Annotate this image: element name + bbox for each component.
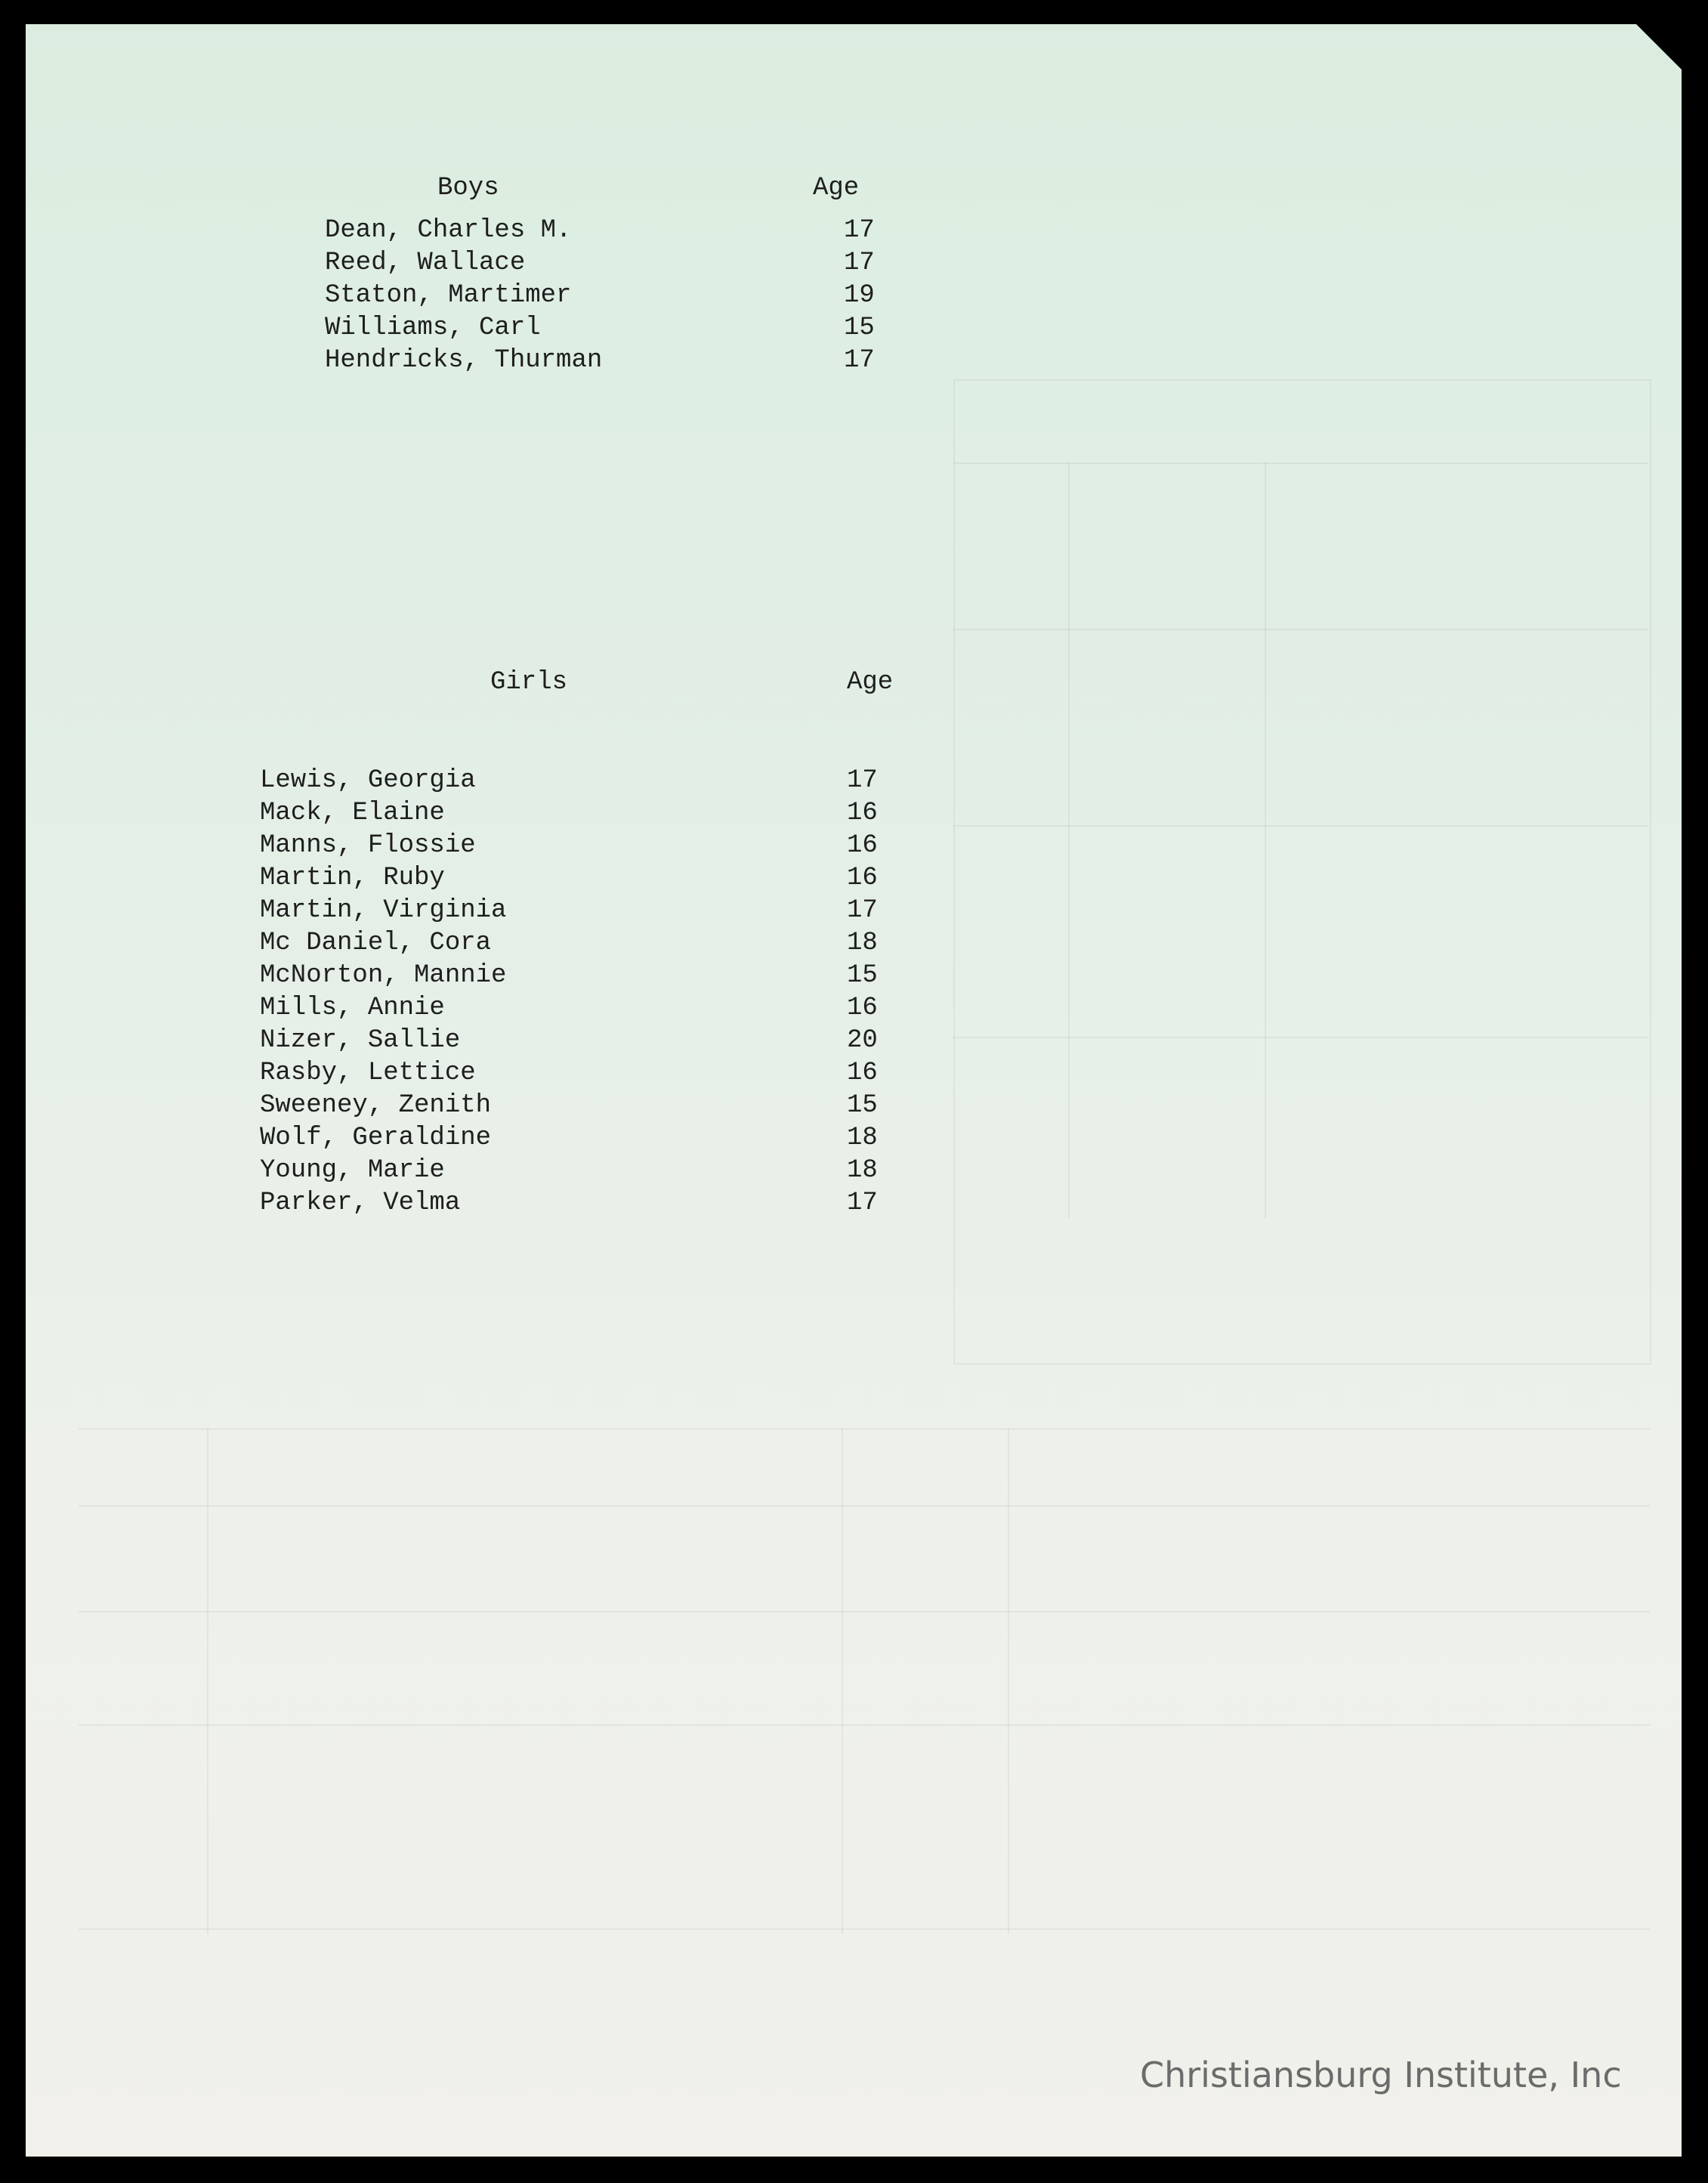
bleed-through-line (953, 1037, 1648, 1038)
boys-age-header: Age (813, 174, 860, 203)
girls-header: Girls (490, 668, 568, 697)
student-age: 17 (844, 216, 875, 245)
student-name: Young, Marie (260, 1156, 445, 1185)
student-age: 17 (844, 249, 875, 277)
girls-age-header: Age (847, 668, 894, 697)
student-age: 15 (847, 1091, 878, 1120)
student-name: Martin, Virginia (260, 896, 507, 925)
student-name: McNorton, Mannie (260, 961, 507, 990)
student-age: 16 (847, 799, 878, 827)
bleed-through-line (953, 462, 1648, 464)
student-age: 16 (847, 864, 878, 892)
student-age: 17 (844, 346, 875, 375)
student-age: 17 (847, 766, 878, 795)
page-corner (1636, 24, 1682, 70)
bleed-through-vline (207, 1428, 208, 1934)
student-name: Rasby, Lettice (260, 1059, 476, 1087)
student-age: 20 (847, 1026, 878, 1055)
student-name: Mc Daniel, Cora (260, 929, 492, 957)
document-page (26, 24, 1682, 2157)
bleed-through-vline (1008, 1428, 1009, 1934)
boys-header: Boys (437, 174, 499, 203)
student-name: Lewis, Georgia (260, 766, 476, 795)
student-name: Mills, Annie (260, 994, 445, 1022)
student-name: Parker, Velma (260, 1189, 461, 1217)
bleed-through-line (79, 1724, 1650, 1726)
student-age: 19 (844, 281, 875, 310)
student-name: Nizer, Sallie (260, 1026, 461, 1055)
student-age: 16 (847, 831, 878, 860)
student-age: 15 (844, 314, 875, 342)
bleed-through-line (79, 1928, 1650, 1930)
student-name: Sweeney, Zenith (260, 1091, 492, 1120)
student-name: Hendricks, Thurman (325, 346, 603, 375)
student-name: Mack, Elaine (260, 799, 445, 827)
student-age: 18 (847, 1156, 878, 1185)
bleed-through-vline (1068, 462, 1070, 1218)
student-name: Williams, Carl (325, 314, 541, 342)
bleed-through-line (79, 1611, 1650, 1613)
student-age: 17 (847, 1189, 878, 1217)
student-name: Martin, Ruby (260, 864, 445, 892)
student-name: Dean, Charles M. (325, 216, 572, 245)
student-age: 15 (847, 961, 878, 990)
student-age: 16 (847, 1059, 878, 1087)
bleed-through-vline (1265, 462, 1266, 1218)
bleed-through-vline (842, 1428, 843, 1934)
student-age: 17 (847, 896, 878, 925)
student-age: 18 (847, 1124, 878, 1152)
bleed-through-line (953, 825, 1648, 827)
student-age: 16 (847, 994, 878, 1022)
student-name: Staton, Martimer (325, 281, 572, 310)
watermark-text: Christiansburg Institute, Inc (1140, 2055, 1622, 2095)
student-name: Manns, Flossie (260, 831, 476, 860)
student-age: 18 (847, 929, 878, 957)
bleed-through-line (79, 1505, 1650, 1507)
bleed-through-line (79, 1428, 1650, 1430)
bleed-through-box (953, 379, 1651, 1365)
bleed-through-line (953, 629, 1648, 630)
student-name: Wolf, Geraldine (260, 1124, 492, 1152)
student-name: Reed, Wallace (325, 249, 526, 277)
